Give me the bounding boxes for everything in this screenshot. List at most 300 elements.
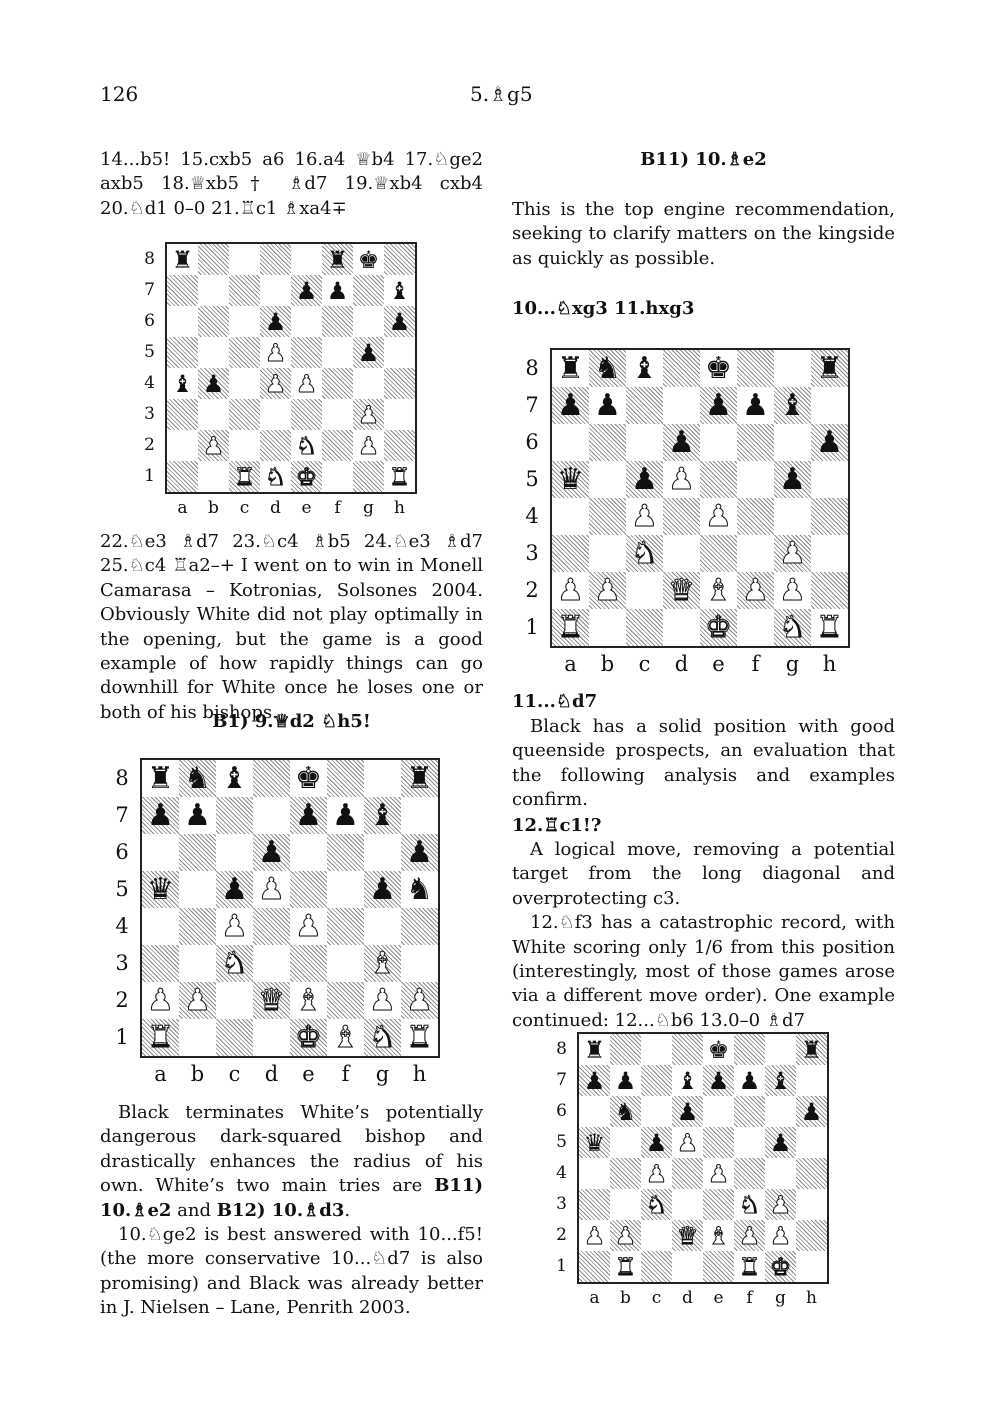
square-c5	[626, 461, 663, 498]
board-grid	[577, 1032, 829, 1284]
square-e6	[291, 306, 322, 337]
square-f6	[734, 1096, 765, 1127]
white-rook-icon: ♜	[147, 1019, 174, 1055]
square-b5	[610, 1127, 641, 1158]
square-f1	[737, 609, 774, 646]
white-knight-icon: ♞	[295, 431, 318, 460]
square-a6	[552, 424, 589, 461]
white-king-icon: ♚	[769, 1252, 792, 1281]
square-a3	[579, 1189, 610, 1220]
square-f5	[322, 337, 353, 368]
square-f4	[322, 368, 353, 399]
black-bishop-icon: ♝	[171, 369, 194, 398]
square-a5	[579, 1127, 610, 1158]
rank-label: 3	[115, 950, 129, 975]
rank-label: 7	[115, 802, 129, 827]
square-h6	[384, 306, 415, 337]
square-a5	[167, 337, 198, 368]
square-b8	[589, 350, 626, 387]
square-a4	[552, 498, 589, 535]
square-d8	[672, 1034, 703, 1065]
square-c7	[216, 797, 253, 834]
white-pawn-icon: ♟	[594, 572, 621, 608]
square-h8	[811, 350, 848, 387]
square-b3	[198, 399, 229, 430]
square-g2	[353, 430, 384, 461]
square-c1	[641, 1251, 672, 1282]
square-b6	[179, 834, 216, 871]
file-label: c	[228, 1062, 241, 1086]
white-pawn-icon: ♟	[295, 908, 322, 944]
black-rook-icon: ♜	[147, 760, 174, 796]
black-pawn-icon: ♟	[184, 797, 211, 833]
white-pawn-icon: ♟	[705, 498, 732, 534]
file-label: d	[682, 1288, 693, 1308]
square-e6	[700, 424, 737, 461]
white-pawn-icon: ♟	[202, 431, 225, 460]
square-a7	[167, 275, 198, 306]
white-pawn-icon: ♟	[742, 572, 769, 608]
square-g5	[364, 871, 401, 908]
file-label: e	[712, 652, 725, 676]
black-pawn-icon: ♟	[800, 1097, 823, 1126]
white-knight-icon: ♞	[645, 1190, 668, 1219]
square-d7	[663, 387, 700, 424]
square-f8	[734, 1034, 765, 1065]
rank-label: 6	[144, 311, 155, 332]
variation-b11: B11) 10.♗e2	[100, 1175, 483, 1221]
square-c3	[641, 1189, 672, 1220]
square-c1	[216, 1019, 253, 1056]
rank-label: 2	[525, 577, 539, 602]
black-knight-icon: ♞	[184, 760, 211, 796]
square-f7	[734, 1065, 765, 1096]
rank-label: 1	[525, 614, 539, 639]
square-d8	[663, 350, 700, 387]
black-pawn-icon: ♟	[705, 387, 732, 423]
square-g6	[765, 1096, 796, 1127]
white-pawn-icon: ♟	[779, 572, 806, 608]
catastrophic-record-paragraph: 12.♘f3 has a catastrophic record, with White scoring only 1/6 from this position (interestingly, most of those games arose via a different move order). One example continued: 12...♘b6 13.0–0 ♗d7	[512, 912, 895, 1031]
rank-label: 1	[556, 1256, 567, 1277]
white-pawn-icon: ♟	[221, 908, 248, 944]
square-c3	[216, 945, 253, 982]
square-c5	[229, 337, 260, 368]
rank-label: 6	[525, 429, 539, 454]
white-rook-icon: ♜	[388, 462, 411, 491]
square-b3	[610, 1189, 641, 1220]
file-label: h	[806, 1288, 817, 1308]
black-pawn-icon: ♟	[295, 797, 322, 833]
square-c7	[641, 1065, 672, 1096]
file-label: e	[302, 1062, 315, 1086]
rank-label: 4	[144, 373, 155, 394]
square-h2	[401, 982, 438, 1019]
square-a8	[167, 244, 198, 275]
black-bishop-icon: ♝	[676, 1066, 699, 1095]
square-g2	[765, 1220, 796, 1251]
square-h4	[384, 368, 415, 399]
white-queen-icon: ♛	[668, 572, 695, 608]
square-h2	[796, 1220, 827, 1251]
file-label: f	[746, 1288, 753, 1308]
square-f1	[322, 461, 353, 492]
square-h7	[796, 1065, 827, 1096]
square-f7	[327, 797, 364, 834]
square-a6	[142, 834, 179, 871]
file-label: d	[674, 652, 689, 676]
rank-label: 2	[556, 1225, 567, 1246]
square-c7	[229, 275, 260, 306]
square-d8	[253, 760, 290, 797]
white-pawn-icon: ♟	[707, 1159, 730, 1188]
white-king-icon: ♚	[705, 609, 732, 645]
square-h1	[401, 1019, 438, 1056]
left-text-top	[100, 148, 483, 221]
square-e1	[290, 1019, 327, 1056]
square-h8	[796, 1034, 827, 1065]
rank-label: 1	[144, 466, 155, 487]
white-pawn-icon: ♟	[676, 1128, 699, 1157]
square-e7	[703, 1065, 734, 1096]
page-number: 126	[100, 82, 139, 106]
square-g4	[774, 498, 811, 535]
black-bishop-icon: ♝	[221, 760, 248, 796]
square-e8	[703, 1034, 734, 1065]
white-bishop-icon: ♝	[369, 945, 396, 981]
file-label: f	[341, 1062, 350, 1086]
square-g1	[774, 609, 811, 646]
rank-label: 8	[556, 1039, 567, 1060]
rank-label: 2	[115, 987, 129, 1012]
square-g3	[364, 945, 401, 982]
square-e2	[290, 982, 327, 1019]
square-c8	[626, 350, 663, 387]
square-e4	[290, 908, 327, 945]
square-a3	[142, 945, 179, 982]
board-grid	[140, 758, 440, 1058]
rank-label: 4	[556, 1163, 567, 1184]
square-f4	[327, 908, 364, 945]
file-label: c	[638, 652, 651, 676]
file-label: b	[600, 652, 615, 676]
square-b5	[179, 871, 216, 908]
black-pawn-icon: ♟	[738, 1066, 761, 1095]
black-king-icon: ♚	[705, 350, 732, 386]
chess-board-4	[552, 1032, 830, 1312]
black-queen-icon: ♛	[557, 461, 584, 497]
square-c6	[641, 1096, 672, 1127]
square-a4	[142, 908, 179, 945]
square-d3	[663, 535, 700, 572]
square-e4	[291, 368, 322, 399]
square-a2	[167, 430, 198, 461]
square-g5	[774, 461, 811, 498]
square-b2	[610, 1220, 641, 1251]
square-b4	[589, 498, 626, 535]
square-h3	[401, 945, 438, 982]
square-d3	[672, 1189, 703, 1220]
black-pawn-icon: ♟	[295, 276, 318, 305]
black-rook-icon: ♜	[583, 1035, 606, 1064]
engine-recommendation: This is the top engine recommendation, seeking to clarify matters on the kingside as quickly as possible.	[512, 199, 895, 269]
square-c5	[216, 871, 253, 908]
square-d6	[260, 306, 291, 337]
square-g8	[765, 1034, 796, 1065]
square-g4	[765, 1158, 796, 1189]
square-d3	[260, 399, 291, 430]
square-a6	[579, 1096, 610, 1127]
white-pawn-icon: ♟	[406, 982, 433, 1018]
file-label: g	[775, 1288, 786, 1308]
white-queen-icon: ♛	[676, 1221, 699, 1250]
square-c1	[229, 461, 260, 492]
square-b2	[589, 572, 626, 609]
square-c4	[229, 368, 260, 399]
square-e5	[703, 1127, 734, 1158]
white-pawn-icon: ♟	[583, 1221, 606, 1250]
square-h5	[401, 871, 438, 908]
file-label: d	[264, 1062, 279, 1086]
square-f4	[734, 1158, 765, 1189]
square-f5	[734, 1127, 765, 1158]
rank-label: 6	[115, 839, 129, 864]
black-pawn-icon: ♟	[332, 797, 359, 833]
black-pawn-icon: ♟	[816, 424, 843, 460]
square-d6	[663, 424, 700, 461]
white-knight-icon: ♞	[221, 945, 248, 981]
square-f3	[737, 535, 774, 572]
black-pawn-icon: ♟	[357, 338, 380, 367]
square-e3	[700, 535, 737, 572]
square-b4	[179, 908, 216, 945]
black-pawn-icon: ♟	[202, 369, 225, 398]
square-g1	[353, 461, 384, 492]
black-bishop-icon: ♝	[631, 350, 658, 386]
black-pawn-icon: ♟	[614, 1066, 637, 1095]
square-e2	[703, 1220, 734, 1251]
black-queen-icon: ♛	[147, 871, 174, 907]
square-b6	[198, 306, 229, 337]
black-pawn-icon: ♟	[369, 871, 396, 907]
black-pawn-icon: ♟	[557, 387, 584, 423]
square-e5	[700, 461, 737, 498]
black-king-icon: ♚	[295, 760, 322, 796]
square-b7	[179, 797, 216, 834]
chess-board-3	[520, 348, 855, 678]
square-e6	[703, 1096, 734, 1127]
paragraph-alternative: 10.♘ge2 is best answered with 10...f5! (the more conservative 10...♘d7 is also promising) and Black was already better in J. Nielsen – Lane, Penrith 2003.	[100, 1224, 483, 1319]
square-a1	[579, 1251, 610, 1282]
square-h2	[811, 572, 848, 609]
square-a2	[142, 982, 179, 1019]
square-e7	[290, 797, 327, 834]
square-d5	[663, 461, 700, 498]
square-e3	[703, 1189, 734, 1220]
section-heading-b11: B11) 10.♗e2	[640, 149, 767, 170]
square-f8	[737, 350, 774, 387]
black-bishop-icon: ♝	[388, 276, 411, 305]
white-pawn-icon: ♟	[357, 400, 380, 429]
variation-b12: B12) 10.♗d3	[216, 1199, 345, 1221]
black-pawn-icon: ♟	[645, 1128, 668, 1157]
square-d5	[260, 337, 291, 368]
white-king-icon: ♚	[295, 462, 318, 491]
square-h6	[796, 1096, 827, 1127]
square-a4	[579, 1158, 610, 1189]
square-f4	[737, 498, 774, 535]
file-label: h	[822, 652, 837, 676]
black-pawn-icon: ♟	[388, 307, 411, 336]
square-d1	[672, 1251, 703, 1282]
square-d1	[253, 1019, 290, 1056]
white-rook-icon: ♜	[406, 1019, 433, 1055]
white-rook-icon: ♜	[816, 609, 843, 645]
white-rook-icon: ♜	[738, 1252, 761, 1281]
paragraph-main-tries: Black terminates White’s potentially dangerous dark-squared bishop and drastically enhances the radius of his own. White’s two main tries are B11) 10.♗e2 and B12) 10.♗d3.	[100, 1102, 483, 1221]
square-d6	[672, 1096, 703, 1127]
square-h1	[384, 461, 415, 492]
square-h5	[796, 1127, 827, 1158]
square-f5	[737, 461, 774, 498]
black-knight-icon: ♞	[594, 350, 621, 386]
square-f8	[327, 760, 364, 797]
square-b6	[589, 424, 626, 461]
square-d4	[663, 498, 700, 535]
game-commentary: 22.♘e3 ♗d7 23.♘c4 ♗b5 24.♘e3 ♗d7 25.♘c4 ♖a2–+ I went on to win in Monell Camarasa – Kotronias, Solsones 2004. Obviously White did not play optimally in the opening, but the game is a good example of how rapidly things can go downhill for White once he loses one or both of his bishops.	[100, 531, 483, 723]
square-f3	[734, 1189, 765, 1220]
square-d5	[672, 1127, 703, 1158]
square-d7	[260, 275, 291, 306]
right-text-mid	[512, 715, 895, 813]
file-label: b	[190, 1062, 205, 1086]
black-rook-icon: ♜	[406, 760, 433, 796]
square-h8	[384, 244, 415, 275]
file-label: h	[394, 498, 405, 518]
black-queen-icon: ♛	[583, 1128, 606, 1157]
square-d7	[253, 797, 290, 834]
file-label: a	[589, 1288, 600, 1308]
square-c6	[626, 424, 663, 461]
square-b5	[198, 337, 229, 368]
white-pawn-icon: ♟	[631, 498, 658, 534]
square-f2	[737, 572, 774, 609]
black-pawn-icon: ♟	[264, 307, 287, 336]
logical-move-paragraph: A logical move, removing a potential target from the long diagonal and overprotecting c3.	[512, 839, 895, 909]
rank-label: 8	[115, 765, 129, 790]
white-pawn-icon: ♟	[147, 982, 174, 1018]
square-g7	[353, 275, 384, 306]
square-c2	[216, 982, 253, 1019]
square-c3	[229, 399, 260, 430]
square-c6	[229, 306, 260, 337]
square-a2	[552, 572, 589, 609]
rank-label: 4	[115, 913, 129, 938]
black-pawn-icon: ♟	[769, 1128, 792, 1157]
square-c7	[626, 387, 663, 424]
file-label: b	[620, 1288, 631, 1308]
square-e3	[291, 399, 322, 430]
file-label: a	[564, 652, 577, 676]
black-bishop-icon: ♝	[779, 387, 806, 423]
rank-label: 6	[556, 1101, 567, 1122]
square-g7	[364, 797, 401, 834]
square-g4	[364, 908, 401, 945]
square-d4	[260, 368, 291, 399]
square-h6	[401, 834, 438, 871]
file-label: f	[334, 498, 341, 518]
square-d8	[260, 244, 291, 275]
square-a8	[579, 1034, 610, 1065]
file-label: e	[301, 498, 312, 518]
right-text-bottom	[512, 838, 895, 1033]
white-knight-icon: ♞	[264, 462, 287, 491]
file-label: a	[154, 1062, 167, 1086]
square-b1	[198, 461, 229, 492]
rank-label: 8	[144, 249, 155, 270]
white-pawn-icon: ♟	[769, 1190, 792, 1219]
square-h2	[384, 430, 415, 461]
square-c8	[229, 244, 260, 275]
square-e1	[700, 609, 737, 646]
white-pawn-icon: ♟	[258, 871, 285, 907]
rank-label: 3	[144, 404, 155, 425]
square-h4	[796, 1158, 827, 1189]
square-f8	[322, 244, 353, 275]
file-label: g	[785, 652, 800, 676]
square-h1	[796, 1251, 827, 1282]
chapter-title: 5.♗g5	[470, 82, 533, 106]
square-d4	[253, 908, 290, 945]
square-f6	[327, 834, 364, 871]
square-f2	[734, 1220, 765, 1251]
move-heading-2: 11...♘d7	[512, 691, 598, 712]
file-label: c	[651, 1288, 662, 1308]
chess-board-2	[110, 758, 445, 1088]
black-pawn-icon: ♟	[779, 461, 806, 497]
square-b1	[589, 609, 626, 646]
square-a8	[552, 350, 589, 387]
square-e3	[290, 945, 327, 982]
square-c4	[216, 908, 253, 945]
square-a3	[167, 399, 198, 430]
board-grid	[165, 242, 417, 494]
square-c4	[641, 1158, 672, 1189]
black-bishop-icon: ♝	[769, 1066, 792, 1095]
black-pawn-icon: ♟	[221, 871, 248, 907]
move-sequence-1: 14...b5! 15.cxb5 a6 16.a4 ♕b4 17.♘ge2 axb5 18.♕xb5† ♗d7 19.♕xb4 cxb4 20.♘d1 0–0 21.♖c1 ♗xa4∓	[100, 149, 483, 219]
file-label: e	[713, 1288, 724, 1308]
rank-label: 7	[556, 1070, 567, 1091]
move-heading-3: 12.♖c1!?	[512, 815, 602, 836]
black-pawn-icon: ♟	[668, 424, 695, 460]
square-b8	[610, 1034, 641, 1065]
black-bishop-icon: ♝	[369, 797, 396, 833]
square-d2	[260, 430, 291, 461]
square-d3	[253, 945, 290, 982]
black-pawn-icon: ♟	[631, 461, 658, 497]
square-d2	[672, 1220, 703, 1251]
chess-board-1	[140, 242, 420, 522]
square-b3	[179, 945, 216, 982]
square-f2	[322, 430, 353, 461]
rank-label: 5	[556, 1132, 567, 1153]
square-c8	[216, 760, 253, 797]
square-f3	[327, 945, 364, 982]
square-b8	[179, 760, 216, 797]
square-b4	[198, 368, 229, 399]
left-text-bottom	[100, 1101, 483, 1321]
